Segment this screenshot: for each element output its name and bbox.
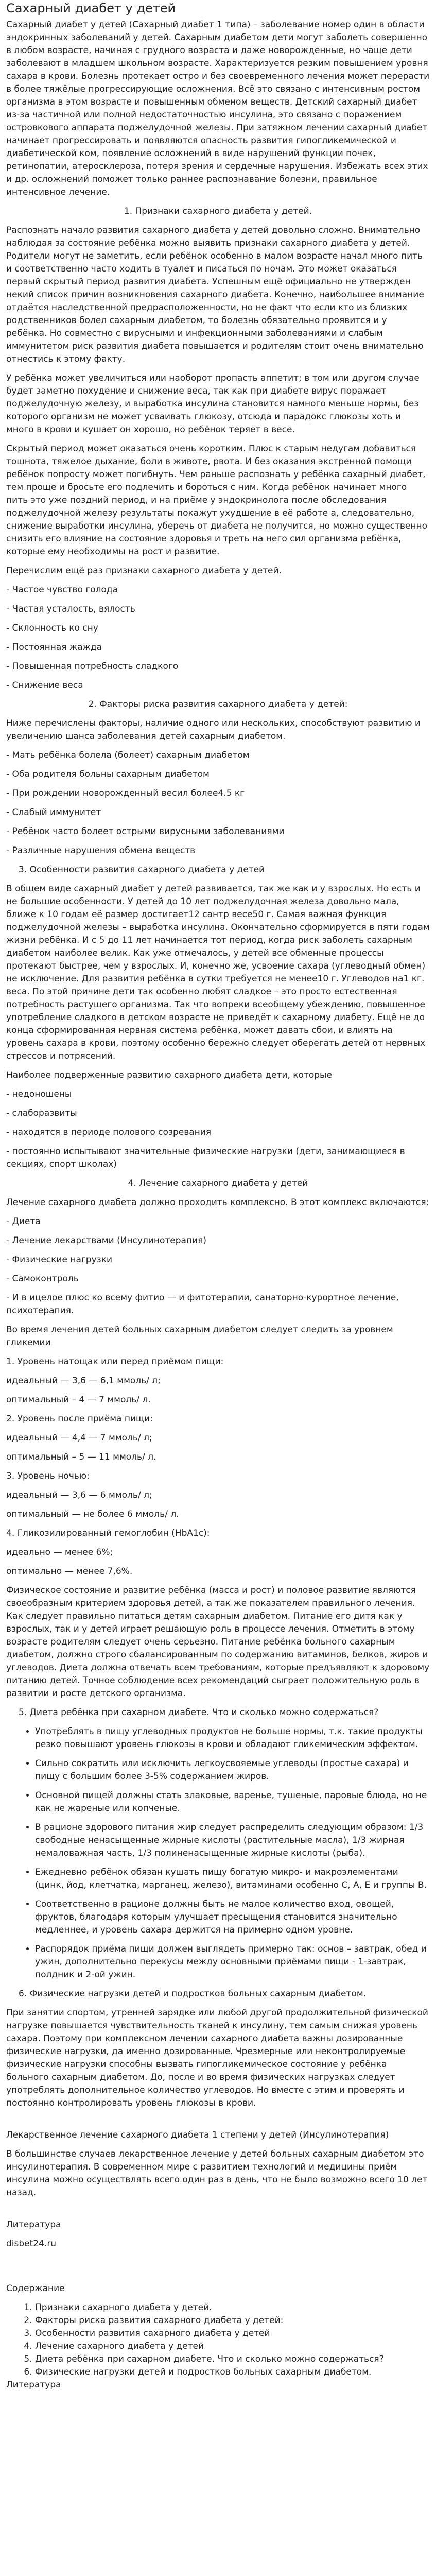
glycemia-line: 4. Гликозилированный гемоглобин (НbA1c): [6, 1528, 210, 1538]
list-item: - Склонность ко сну [6, 623, 98, 633]
list-item: - Снижение веса [6, 680, 83, 690]
list-item: - постоянно испытывают значительные физические нагрузки (дети, занимающиеся в секциях, спорт школах) [6, 1146, 405, 1170]
glycemia-line: идеальный — 3,6 — 6,1 ммоль/ л; [6, 1376, 161, 1386]
glycemia-line: идеальный — 3,6 — 6 ммоль/ л; [6, 1490, 152, 1500]
glycemia-line: идеально — менее 6%; [6, 1547, 113, 1557]
list-item: - И в ицелое плюс ко всему фитио — и фитотерапии, санаторно-курортное лечение, психотерапия. [6, 1293, 399, 1316]
list-item: - Диета [6, 1216, 41, 1227]
paragraph: Физическое состояние и развитие ребёнка (масса и рост) и половое развитие являются своеобразным критерием здоровья детей, а так же показателем правильного лечения. Как следует правильно питаться детям сахарным диабетом. Питание его дитя как у взрослых, так и у детей играет решающую роль в процессе лечения. Отметить в этому возрасте родителям следует очень серьезно. Питание ребёнка больного сахарным диабетом, должно строго сбалансированным по содержанию витаминов, белков, жиров и углеводов. Диета должна отвечать всем требованиям, которые предъявляют к здоровому питанию детей. Точное соблюдение всех рекомендаций сыграет положительную роль в развитии и росте детского организма. [6, 1585, 430, 1699]
list-item: - Частая усталость, вялость [6, 604, 135, 614]
spacer [6, 2257, 430, 2269]
section-heading-1: 1. Признаки сахарного диабета у детей. [124, 206, 312, 216]
list-item: - Ребёнок часто болеет острыми вирусными заболеваниями [6, 826, 285, 837]
list-item: • В рационе здорового питания жир следует распределить следующим образом: 1/3 свободные ненасыщенные жирные кислоты (растительные масла), 1/3 жирная немаловажная часть, 1/3 полиненасыщенные жирные кислоты (рыба). [35, 1821, 430, 1860]
diet-list [6, 1725, 430, 1981]
spacer [6, 2269, 430, 2282]
section-heading-3: 3. Особенности развития сахарного диабета у детей [19, 865, 265, 875]
spacer [6, 2116, 430, 2129]
section-heading-2: 2. Факторы риска развития сахарного диабета у детей: [88, 699, 348, 709]
paragraph: В большинстве случаев лекарственное лечение у детей больных сахарным диабетом это инсулинотерапия. В современном мире с развитием технологий и медицины приём инсулина можно осуществлять всего один раз в день, что не было возможно всего 10 лет назад. [6, 2149, 428, 2198]
list-item: - Постоянная жажда [6, 642, 102, 652]
section-heading-5: 5. Диета ребёнка при сахарном диабете. Что и сколько можно содержаться? [19, 1707, 379, 1718]
list-item: • Употреблять в пищу углеводных продуктов не больше нормы, т.к. такие продукты резко повышают уровень глюкозы в крови и обладают гликемическим эффектом. [35, 1725, 430, 1751]
glycemia-line: 3. Уровень ночью: [6, 1471, 90, 1481]
paragraph: Ниже перечислены факторы, наличие одного или нескольких, способствуют развитию и увеличению шанса заболевания детей сахарным диабетом. [6, 718, 421, 741]
paragraph: У ребёнка может увеличиться или наоборот пропасть аппетит; в том или другом случае будет заметно похудение и снижение веса, так как при диабете вирус поражает поджелудочную железу, и выработка инсулина становится намного меньше нормы, без которого организм не может усваивать глюкозу, отсюда и парадокс глюкозы хоть и много в крови и кушает он хорошо, но ребёнок теряет в весе. [6, 373, 420, 435]
list-item: - Повышенная потребность сладкого [6, 661, 179, 671]
paragraph: Во время лечения детей больных сахарным диабетом следует следить за уровнем гликемии [6, 1325, 393, 1348]
toc-item[interactable]: 3. Особенности развития сахарного диабета у детей [35, 2327, 430, 2340]
list-item: - слаборазвиты [6, 1108, 77, 1118]
glycemia-line: оптимальный – 5 — 11 ммоль/ л. [6, 1452, 156, 1462]
glycemia-line: 2. Уровень после приёма пищи: [6, 1414, 153, 1424]
toc-item[interactable]: 5. Диета ребёнка при сахарном диабете. Что и сколько можно содержаться? [35, 2353, 430, 2366]
intro-paragraph: Сахарный диабет у детей (Сахарный диабет 1 типа) – заболевание номер один в области эндокринных заболеваний у детей. Сахарным диабетом дети могут заболеть совершенно в любом возрасте, начиная с грудного возраста и даже новорожденные, но чаще дети заболевают в младшем школьном возрасте. Характеризуется резким повышением уровня сахара в крови. Болезнь протекает остро и без своевременного лечения может перерасти в более тяжёлые прогрессирующие осложнения. Всё это связано с интенсивным ростом организма в этом возрасте и повышенным обменом веществ. Детский сахарный диабет из-за частичной или полной недостаточностью инсулина, это связано с поражением островкового аппарата поджелудочной железы. При затяжном лечении сахарный диабет начинает прогрессировать и появляются опасность развития гипогликемической и диабетической ком, появление осложнений в виде нарушений функции почек, ретинопатии, атеросклероза, потеря зрения и сердечные нарушения. Избежать всех этих и др. осложнений поможет только раннее распознавание болезни, правильное интенсивное лечение. [6, 20, 430, 197]
glycemia-line: оптимальный – 4 — 7 ммоль/ л. [6, 1395, 151, 1405]
paragraph: Распознать начало развития сахарного диабета у детей довольно сложно. Внимательно наблюдая за состояние ребёнка можно выявить признаки сахарного диабета у детей. Родители могут не заметить, если ребёнок особенно в малом возрасте начал много пить и соответственно часто ходить в туалет и писаться по ночам. Это может оказаться первый скрытый период развития диабета. Успешным ещё официально не утвержден некий список причин возникновения сахарного диабета. Конечно, наибольшее внимание отдаётся наследственной предрасположенности, но не факт что если кто из близких родственников болел сахарным диабетом, то болезнь обязательно проявится и у ребёнка. Но совместно с вирусными и инфекционными заболеваниями и слабым иммунитетом риск развития диабета повышается и родителям стоит очень внимательно отнестись к этому факту. [6, 225, 424, 364]
glycemia-line: оптимально — менее 7,6%. [6, 1566, 133, 1577]
toc-item[interactable]: 1. Признаки сахарного диабета у детей. [35, 2301, 430, 2314]
table-of-contents [6, 2301, 430, 2379]
paragraph: Лечение сахарного диабета должно проходить комплексно. В этот комплекс включаются: [6, 1197, 429, 1208]
list-item: • Распорядок приёма пищи должен выглядеть примерно так: основ – завтрак, обед и ужин, дополнительно перекусы между основными приёмами пищи - 1-завтрак, полдник и 2-ой ужин. [35, 1943, 430, 1981]
list-item: - Физические нагрузки [6, 1255, 113, 1265]
paragraph: При занятии спортом, утренней зарядке или любой другой продолжительной физической нагрузке повышается чувствительность тканей к инсулину, тем самым снижая уровень сахара. Поэтому при комплексном лечении сахарного диабета важны дозированные физические нагрузки, да именно дозированные. Чрезмерные или неконтролируемые физические нагрузки способны вызвать гипогликемическое состояние у ребёнка больного сахарным диабетом. До, после и во время физических нагрузках следует употреблять дополнительное количество углеводов. Но вместе с этим и проверять и постоянно контролировать уровень глюкозы в крови. [6, 2008, 428, 2108]
list-item: - недоношены [6, 1089, 72, 1099]
toc-item[interactable]: 6. Физические нагрузки детей и подростков больных сахарным диабетом. [35, 2366, 430, 2379]
section-heading-7: Лекарственное лечение сахарного диабета 1 степени у детей (Инсулинотерапия) [6, 2130, 389, 2140]
glycemia-line: оптимальный — не более 6 ммоль/ л. [6, 1509, 179, 1519]
paragraph: В общем виде сахарный диабет у детей развивается, так же как и у взрослых. Но есть и не большие особенности. У детей до 10 лет поджелудочная железа довольно мала, ближе к 10 годам её размер достигает12 сантр весе50 г. Самая важная функция поджелудочной железы – выработка инсулина. Окончательно сформируется в пяти годам жизни ребёнка. И с 5 до 11 лет начинается тот период, когда риск заболеть сахарным диабетом наиболее велик. Как уже отмечалось, у детей все обменные процессы протекают быстрее, чем у взрослых. И, конечно же, усвоение сахара (углеводный обмен) не исключение. Для развития ребёнка в сутки требуется не менее10 г. Углеводов на1 кг. веса. По этой причине дети так особенно любят сладкое – это просто естественная потребность растущего организма. Так что вопреки всеобщему убеждению, повышенное употребление сладкого в детском возрасте не приведёт к сахарному диабету. Ещё не до конца сформированная нервная система ребёнка, может давать сбои, и влиять на уровень сахара в крови, поэтому особенно бережно следует оберегать детей от нервных стрессов и потрясений. [6, 884, 430, 1061]
list-item: - Слабый иммунитет [6, 807, 101, 818]
section-heading-4: 4. Лечение сахарного диабета у детей [128, 1178, 308, 1189]
list-item: • Ежедневно ребёнок обязан кушать пищу богатую микро- и макроэлементами (цинк, йод, клетчатка, марганец, железо), витаминами особенно С, А, Е и группы В. [35, 1866, 430, 1892]
list-item: • Соответственно в рационе должны быть не малое количество вход, овощей, фруктов, благодаря которым улучшает пресыщения становится значительно медленнее, и уровень сахара держится на примерно одном уровне. [35, 1898, 430, 1937]
glycemia-line: идеальный — 4,4 — 7 ммоль/ л; [6, 1433, 152, 1443]
list-item: - Различные нарушения обмена веществ [6, 845, 196, 856]
list-item: - находятся в периоде полового созревания [6, 1127, 212, 1138]
page-title: Сахарный диабет у детей [6, 1, 176, 15]
list-item: • Сильно сократить или исключить легкоусвояемые углеводы (простые сахара) и пищу с большим более 3-5% содержанием жиров. [35, 1757, 430, 1783]
spacer [6, 2206, 430, 2218]
list-item: - Мать ребёнка болела (болеет) сахарным диабетом [6, 750, 250, 760]
list-item: - Частое чувство голода [6, 585, 118, 595]
list-item: - Лечение лекарствами (Инсулинотерапия) [6, 1235, 206, 1246]
toc-item[interactable]: 4. Лечение сахарного диабета у детей [35, 2340, 430, 2353]
literature-source: disbet24.ru [6, 2239, 57, 2249]
glycemia-line: 1. Уровень натощак или перед приёмом пищи: [6, 1357, 224, 1367]
toc-footer[interactable]: Литература [6, 2380, 61, 2390]
list-item: - Самоконтроль [6, 1274, 79, 1284]
literature-label: Литература [6, 2219, 61, 2230]
list-intro: Перечислим ещё раз признаки сахарного диабета у детей. [6, 566, 282, 576]
section-heading-6: 6. Физические нагрузки детей и подростков больных сахарным диабетом. [19, 1989, 367, 1999]
toc-label: Содержание [6, 2283, 65, 2294]
list-item: • Основной пищей должны стать злаковые, варенье, тушеные, паровые блюда, но не как не жареные или копченые. [35, 1789, 430, 1815]
paragraph: Наиболее подверженные развитию сахарного диабета дети, которые [6, 1070, 332, 1080]
paragraph: Скрытый период может оказаться очень коротким. Плюс к старым недугам добавиться тошнота, тяжелое дыхание, боли в животе, рвота. И без оказания экстренной помощи ребёнок попросту может погибнуть. Чем раньше распознать у ребёнка сахарный диабет, тем проще и бросьте его подлечить и бороться с ним. Когда ребёнок начинает много пить это уже поздний период, и на приёме у эндокринолога после обследования поджелудочной железу результаты покажут ухудшение в её работе а, следовательно, снижение выработки инсулина, уберечь от диабета не получится, но можно существенно снизить его влияние на состояние здоровья и треть на него сил организма ребёнка, которые ему необходимы на рост и развитие. [6, 444, 428, 557]
list-item: - Оба родителя больны сахарным диабетом [6, 769, 210, 779]
toc-item[interactable]: 2. Факторы риска развития сахарного диабета у детей: [35, 2314, 430, 2327]
list-item: - При рождении новорожденный весил более4.5 кг [6, 788, 245, 799]
